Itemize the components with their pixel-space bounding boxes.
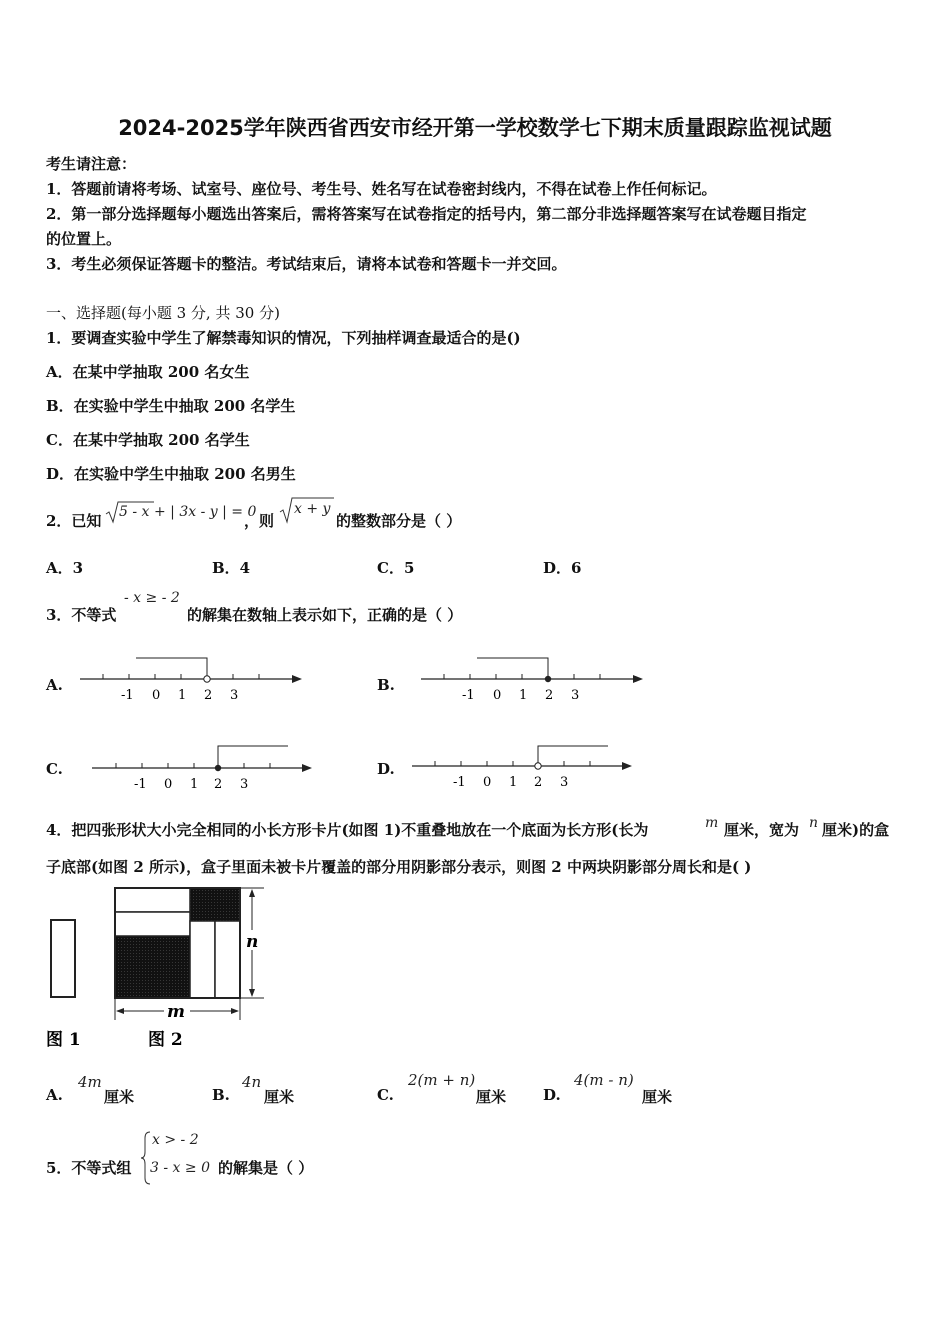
q4-figures xyxy=(42,880,282,1056)
fig2-caption: 图 2 xyxy=(148,1030,183,1050)
tick-label: 0 xyxy=(483,775,492,790)
q2-target xyxy=(278,496,336,524)
number-line-a xyxy=(76,652,306,704)
tick-label: 1 xyxy=(509,775,518,790)
q3-option-a-label: A. xyxy=(46,676,63,694)
q3-inequality: - x ≥ - 2 xyxy=(124,590,180,606)
shaded-region xyxy=(190,888,240,921)
q5-prefix: 5．不等式组 xyxy=(46,1159,132,1177)
tick-label: 2 xyxy=(214,777,223,792)
number-line-c xyxy=(88,740,318,792)
q5-inequality-a: x > - 2 xyxy=(152,1132,199,1148)
q4-option-c-expr: 2(m + n) xyxy=(408,1071,476,1089)
tick-label: 0 xyxy=(493,688,502,703)
tick-label: 0 xyxy=(164,777,173,792)
tick-label: 3 xyxy=(240,777,249,792)
tick-label: -1 xyxy=(453,775,466,790)
q2-target-radicand: x + y xyxy=(294,501,331,517)
card-rect xyxy=(51,920,75,997)
number-line-b xyxy=(417,652,647,704)
fig1-caption: 图 1 xyxy=(46,1030,81,1050)
tick-label: -1 xyxy=(121,688,134,703)
q4-var-m: m xyxy=(705,815,719,831)
q4-option-d-unit: 厘米 xyxy=(642,1088,673,1106)
q4-option-a-expr: 4m xyxy=(78,1073,102,1091)
q5-suffix: 的解集是（ ） xyxy=(218,1159,314,1177)
number-line-d xyxy=(408,738,638,790)
q4-line1-b: 厘米，宽为 xyxy=(724,821,800,839)
q2-mid: ，则 xyxy=(244,512,275,530)
notice-item: 的位置上。 xyxy=(46,230,122,248)
tick-label: 0 xyxy=(152,688,161,703)
q3-option-d-label: D. xyxy=(377,760,395,778)
page-title: 2024-2025学年陕西省西安市经开第一学校数学七下期末质量跟踪监视试题 xyxy=(118,116,832,140)
q4-option-c-label: C. xyxy=(377,1086,394,1104)
q1-option-a: A．在某中学抽取 200 名女生 xyxy=(46,363,250,381)
q4-line1-c: 厘米)的盒 xyxy=(822,821,890,839)
q2-option-b: B．4 xyxy=(212,559,251,577)
q1-stem: 1．要调查实验中学生了解禁毒知识的情况，下列抽样调查最适合的是() xyxy=(46,329,521,347)
tick-label: 3 xyxy=(560,775,569,790)
shaded-region xyxy=(115,936,190,998)
dim-m-label: m xyxy=(167,1002,185,1022)
tick-label: 2 xyxy=(545,688,554,703)
q3-suffix: 的解集在数轴上表示如下，正确的是（ ） xyxy=(187,606,463,624)
q2-prefix: 2．已知 xyxy=(46,512,102,530)
notice-item: 2．第一部分选择题每小题选出答案后，需将答案写在试卷指定的括号内，第二部分非选择题答案写在试卷题目指定 xyxy=(46,205,807,223)
q2-radicand: 5 - x xyxy=(119,504,150,520)
q1-option-c: C．在某中学抽取 200 名学生 xyxy=(46,431,250,449)
q2-abs-term: + | 3x - y | = 0 xyxy=(154,504,257,520)
tick-label: 1 xyxy=(178,688,187,703)
q4-option-a-unit: 厘米 xyxy=(104,1088,135,1106)
q4-line2: 子底部(如图 2 所示)，盒子里面未被卡片覆盖的部分用阴影部分表示，则图 2 中两块阴影部分周长和是( ) xyxy=(46,858,752,876)
q2-suffix: 的整数部分是（ ） xyxy=(336,512,462,530)
q4-option-c-unit: 厘米 xyxy=(476,1088,507,1106)
q4-option-d-label: D. xyxy=(543,1086,561,1104)
q4-option-b-label: B. xyxy=(212,1086,230,1104)
q3-prefix: 3．不等式 xyxy=(46,606,117,624)
tick-label: 1 xyxy=(190,777,199,792)
tick-label: 2 xyxy=(204,688,213,703)
q2-option-d: D．6 xyxy=(543,559,582,577)
q4-option-b-expr: 4n xyxy=(242,1073,262,1091)
q3-option-b-label: B. xyxy=(377,676,395,694)
tick-label: 3 xyxy=(571,688,580,703)
card-rect xyxy=(215,921,240,998)
notice-item: 3．考生必须保证答题卡的整洁。考试结束后，请将本试卷和答题卡一并交回。 xyxy=(46,255,567,273)
q3-option-c-label: C. xyxy=(46,760,63,778)
q2-option-a: A．3 xyxy=(46,559,84,577)
q1-option-b: B．在实验中学生中抽取 200 名学生 xyxy=(46,397,296,415)
tick-label: 2 xyxy=(534,775,543,790)
notice-heading: 考生请注意： xyxy=(46,155,137,173)
card-rect xyxy=(115,888,190,912)
q4-var-n: n xyxy=(809,815,819,831)
card-rect xyxy=(190,921,215,998)
card-rect xyxy=(115,912,190,936)
q4-option-a-label: A. xyxy=(46,1086,63,1104)
tick-label: 3 xyxy=(230,688,239,703)
q2-option-c: C．5 xyxy=(377,559,415,577)
q4-line1-a: 4．把四张形状大小完全相同的小长方形卡片(如图 1)不重叠地放在一个底面为长方形(长为 xyxy=(46,821,649,839)
tick-label: -1 xyxy=(462,688,475,703)
q2-condition xyxy=(104,500,257,526)
q1-option-d: D．在实验中学生中抽取 200 名男生 xyxy=(46,465,296,483)
section-heading: 一、选择题(每小题 3 分, 共 30 分) xyxy=(46,304,280,322)
q4-option-d-expr: 4(m - n) xyxy=(574,1071,634,1089)
q5-inequality-b: 3 - x ≥ 0 xyxy=(150,1160,210,1176)
dim-n-label: n xyxy=(246,932,259,952)
brace-icon xyxy=(140,1130,152,1186)
tick-label: 1 xyxy=(519,688,528,703)
notice-item: 1．答题前请将考场、试室号、座位号、考生号、姓名写在试卷密封线内，不得在试卷上作任何标记。 xyxy=(46,180,717,198)
tick-label: -1 xyxy=(134,777,147,792)
q4-option-b-unit: 厘米 xyxy=(264,1088,295,1106)
